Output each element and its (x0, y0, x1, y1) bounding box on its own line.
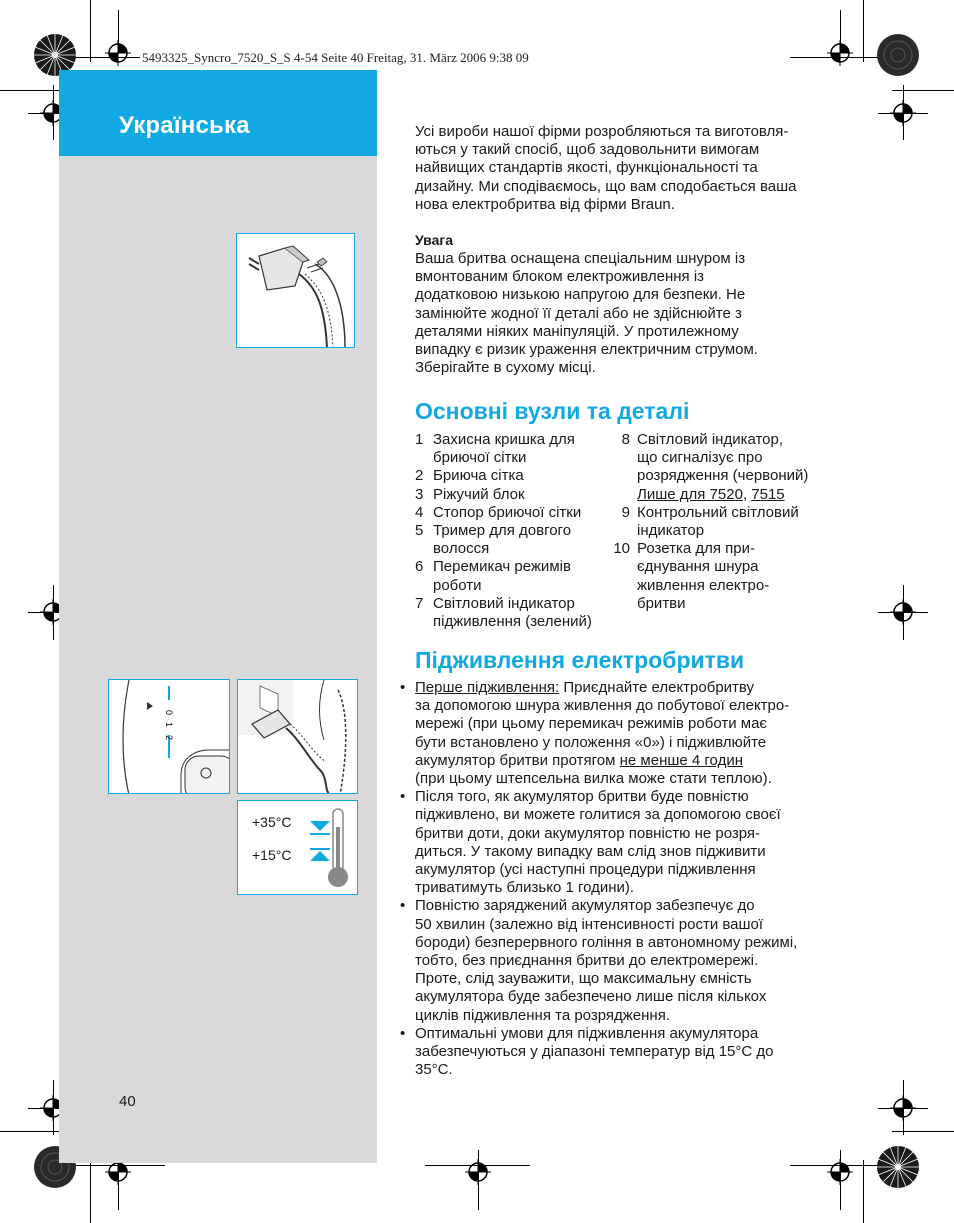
crop-mark (90, 0, 91, 62)
text-line: нова електробритва від фірми Braun. (415, 195, 675, 213)
part-number: 9 (621, 503, 630, 521)
text-line: замінюйте жодної її деталі або не здійснюйте з (415, 304, 742, 322)
text-line: за допомогою шнура живлення до побутової електро- (415, 697, 790, 715)
charging-section-heading: Підживлення електробритви (415, 647, 745, 673)
temperature-low-label: +15°C (252, 847, 292, 863)
figure-mode-switch (108, 679, 230, 794)
part-text: єднування шнура (637, 558, 759, 576)
part-text: Стопор бриючої сітки (433, 503, 582, 521)
part-number: 5 (415, 522, 424, 540)
part-text: Захисна кришка для (433, 431, 575, 448)
part-text: бритви (637, 594, 686, 612)
registration-mark-icon (890, 1095, 916, 1121)
part-item (415, 595, 615, 631)
bullet-item (400, 1025, 840, 1080)
model-note-text: 7515 (751, 485, 785, 503)
temperature-high-label: +35°C (252, 814, 292, 830)
text-line: випадку є ризик ураження електричним струмом. (415, 341, 758, 359)
star-target-icon (876, 1145, 920, 1189)
part-item (415, 558, 615, 594)
text-line: Повністю заряджений акумулятор забезпечує до (415, 897, 755, 915)
text-line: бути встановлено у положення «0») і підживлюйте (415, 733, 767, 751)
parts-section-heading: Основні вузли та деталі (415, 398, 690, 424)
star-target-icon (876, 33, 920, 77)
part-item (415, 467, 615, 485)
part-number: 4 (415, 503, 424, 521)
text-line: дизайну. Ми сподіваємось, що вам сподобається ваша (415, 177, 797, 195)
text-line: акумулятора буде забезпечено лише після кількох (415, 988, 767, 1006)
registration-mark-icon (890, 100, 916, 126)
model-note-text: Лише для 7520 (637, 485, 743, 503)
plug-cord-illustration (237, 234, 355, 348)
text-line: вмонтованим блоком електроживлення із (415, 268, 705, 286)
bullet-icon: • (400, 788, 406, 806)
crop-mark (892, 90, 954, 91)
bullet-icon: • (400, 679, 406, 696)
switch-label-2: 2 (164, 735, 174, 741)
part-text: живлення електро- (637, 576, 770, 594)
part-item (415, 522, 615, 558)
part-item (415, 486, 615, 504)
part-item (415, 431, 615, 467)
part-text: підживлення (зелений) (433, 613, 592, 631)
switch-label-1: 1 (164, 722, 174, 728)
part-text: індикатор (637, 522, 705, 540)
text-line: Усі вироби нашої фірми розробляються та виготовля- (415, 123, 789, 140)
text-fragment: Приєднайте електробритву (559, 679, 755, 696)
figure-temperature-range (237, 800, 358, 895)
part-number: 3 (415, 485, 424, 503)
text-line: триватимуть близько 1 години). (415, 879, 635, 897)
text-line: забезпечуються у діапазоні температур від 15°C до (415, 1043, 774, 1061)
text-line: диться. У такому випадку вам слід знов підживити (415, 842, 766, 860)
part-text: Світловий індикатор (433, 594, 575, 612)
bullet-item (400, 788, 840, 897)
registration-mark-icon (105, 40, 131, 66)
part-text: волосся (433, 540, 490, 558)
part-text: розрядження (червоний) (637, 467, 809, 485)
part-number: 10 (613, 540, 630, 558)
text-line: Після того, як акумулятор бритви буде повністю (415, 788, 749, 806)
bullet-icon: • (400, 897, 406, 915)
language-title: Українська (119, 112, 250, 139)
text-line: Оптимальні умови для підживлення акумулятора (415, 1024, 759, 1042)
part-number: 8 (621, 431, 630, 448)
part-text: Контрольний світловий (637, 503, 799, 521)
parts-list-right (609, 431, 844, 613)
text-line: бороди) безперервного гоління в автономному режимі, (415, 933, 798, 951)
charging-bullet-list (400, 679, 840, 1079)
text-line: Проте, слід зауважити, що максимальну ємність (415, 970, 752, 988)
part-text: Бриюча сітка (433, 467, 524, 485)
text-fragment: акумулятор бритви протягом (415, 751, 620, 769)
text-line: найвищих стандартів якості, функціональності та (415, 159, 758, 177)
part-number: 6 (415, 558, 424, 576)
crop-mark (892, 1131, 954, 1132)
part-item (609, 504, 844, 540)
part-text: Тример для довгого (433, 522, 572, 540)
switch-label-0: 0 (164, 710, 174, 716)
text-line: мережі (при цьому перемикач режимів роботи має (415, 715, 768, 733)
text-line: ються у такий спосіб, щоб задовольнити вимогам (415, 141, 760, 159)
part-text: бриючої сітки (433, 449, 527, 467)
bullet-item (400, 679, 840, 788)
part-text: Ріжучий блок (433, 485, 525, 503)
intro-paragraph (415, 123, 796, 214)
warning-title: Увага (415, 232, 454, 248)
figure-plugging-in (237, 679, 358, 794)
part-number: 7 (415, 594, 424, 612)
text-line: додатковою низькою напругою для безпеки. Не (415, 286, 746, 304)
parts-list-left (415, 431, 615, 631)
bullet-label: Перше підживлення: (415, 679, 560, 696)
registration-mark-icon (465, 1159, 491, 1185)
text-line: 50 хвилин (залежно від інтенсивності рости вашої (415, 915, 764, 933)
part-text: Світловий індикатор, (637, 431, 784, 448)
part-number: 1 (415, 431, 424, 448)
text-line: Ваша бритва оснащена спеціальним шнуром із (415, 250, 746, 267)
part-text: Розетка для при- (637, 540, 755, 558)
part-model-note (637, 486, 808, 504)
model-note-separator: , (742, 485, 752, 503)
plugging-in-illustration (238, 680, 358, 794)
registration-mark-icon (827, 40, 853, 66)
part-item (415, 504, 615, 522)
text-line: підживлено, ви можете голитися за допомогою своєї (415, 806, 781, 824)
thermometer-icon (306, 807, 356, 893)
part-text: що сигналізує про (637, 449, 763, 467)
text-line: деталями ніяких маніпуляцій. У протилежному (415, 322, 739, 340)
part-text: Перемикач режимів (433, 558, 571, 576)
figure-plug-cord (236, 233, 355, 348)
crop-mark (90, 1160, 91, 1223)
registration-mark-icon (827, 1159, 853, 1185)
text-line: Зберігайте в сухому місці. (415, 359, 596, 377)
shaver-switch-illustration (109, 680, 230, 794)
registration-mark-icon (890, 599, 916, 625)
text-line: акумулятор (усі наступні процедури підживлення (415, 861, 756, 879)
bullet-icon: • (400, 1024, 406, 1042)
part-text: роботи (433, 576, 482, 594)
text-line: циклів підживлення та розрядження. (415, 1006, 671, 1024)
part-number: 2 (415, 467, 424, 485)
text-line: 35°C. (415, 1061, 453, 1079)
text-emphasis: не менше 4 годин (619, 751, 743, 769)
part-item (609, 431, 844, 504)
text-line: (при цьому штепсельна вилка може стати теплою). (415, 770, 772, 788)
text-line: тобто, без приєднання бритви до електромережі. (415, 952, 759, 970)
warning-paragraph (415, 250, 758, 377)
bullet-item (400, 897, 840, 1024)
page-number: 40 (119, 1093, 136, 1110)
crop-mark (863, 0, 864, 62)
text-line: бритви доти, доки акумулятор повністю не розря- (415, 824, 761, 842)
print-slug-line: 5493325_Syncro_7520_S_S 4-54 Seite 40 Freitag, 31. März 2006 9:38 09 (142, 50, 529, 65)
part-item (609, 540, 844, 613)
crop-mark (863, 1160, 864, 1223)
